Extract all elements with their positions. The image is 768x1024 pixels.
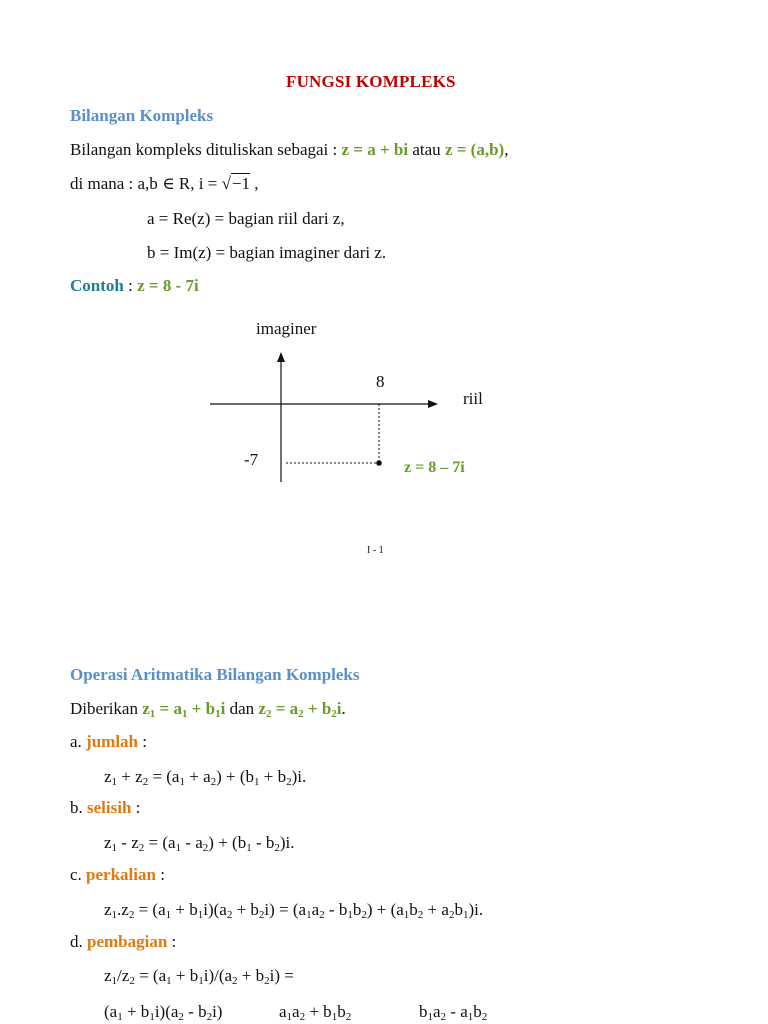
- document-title: FUNGSI KOMPLEKS: [286, 72, 456, 91]
- formula-z-ab: z = (a,b): [444, 140, 505, 159]
- punctuation: ,: [250, 174, 259, 193]
- division-imag-numerator: $b_1a_2 - a_1b_2$: [419, 1002, 488, 1023]
- punctuation: .: [341, 699, 346, 718]
- example-value: z = 8 - 7i: [137, 276, 199, 295]
- connector-text: atau: [408, 140, 445, 159]
- operation-label-difference: b. selisih :: [70, 798, 141, 817]
- definition-text: Bilangan kompleks dituliskan sebagai :: [70, 140, 342, 159]
- operation-label-sum: a. jumlah :: [70, 732, 147, 751]
- difference-formula: $z_1 - z_2 = (a_1 - a_2) + (b_1 - b_2)i$.: [104, 833, 295, 854]
- product-formula: $z_1.z_2 = (a_1 + b_1i)(a_2 + b_2i) = (a_1a_2 - b_1b_2) + (a_1b_2 + a_2b_1)i$.: [104, 900, 484, 921]
- sum-formula: $z_1 + z_2 = (a_1 + a_2) + (b_1 + b_2)i$.: [104, 767, 307, 788]
- z1-definition: $z_1 = a_1 + b_1i$: [142, 699, 226, 720]
- point-label: z = 8 – 7i: [404, 459, 465, 476]
- sqrt-value: −1: [231, 174, 250, 193]
- point-z: [376, 460, 382, 466]
- operation-label-product: c. perkalian :: [70, 865, 165, 884]
- punctuation: ,: [504, 140, 509, 159]
- division-expansion-numerator: $(a_1 + b_1i)(a_2 - b_2i)$: [104, 1002, 223, 1023]
- real-part-definition: a = Re(z) = bagian riil dari z,: [147, 209, 345, 228]
- y-tick-label: -7: [244, 450, 259, 469]
- domain-text-2: R, i =: [174, 174, 222, 193]
- sqrt-sign: √: [221, 174, 231, 193]
- imaginary-axis-label: imaginer: [256, 319, 317, 338]
- imaginary-part-definition: b = Im(z) = bagian imaginer dari z.: [147, 243, 387, 262]
- section-heading-operasi: Operasi Aritmatika Bilangan Kompleks: [70, 665, 360, 684]
- formula-z-a-bi: z = a + bi: [341, 140, 409, 159]
- division-real-numerator: $a_1a_2 + b_1b_2$: [279, 1002, 352, 1023]
- example-label: Contoh: [70, 276, 124, 295]
- given-connector: dan: [225, 699, 259, 718]
- imaginary-axis-arrow: [277, 352, 285, 362]
- element-of-symbol: ∈: [162, 174, 175, 193]
- domain-text: di mana : a,b: [70, 174, 163, 193]
- operation-label-division: d. pembagian :: [70, 932, 177, 951]
- given-line: [70, 699, 346, 719]
- page-number: I - 1: [367, 545, 384, 556]
- real-axis-label: riil: [463, 389, 483, 408]
- z2-definition: $z_2 = a_2 + b_2i$: [258, 699, 342, 720]
- section-heading-bilangan-kompleks: Bilangan Kompleks: [70, 106, 214, 125]
- x-tick-label: 8: [376, 372, 385, 391]
- real-axis-arrow: [428, 400, 438, 408]
- given-text: Diberikan: [70, 699, 143, 718]
- example-colon: :: [123, 276, 138, 295]
- division-formula: $z_1/z_2 = (a_1 + b_1i)/(a_2 + b_2i)$ =: [104, 966, 294, 987]
